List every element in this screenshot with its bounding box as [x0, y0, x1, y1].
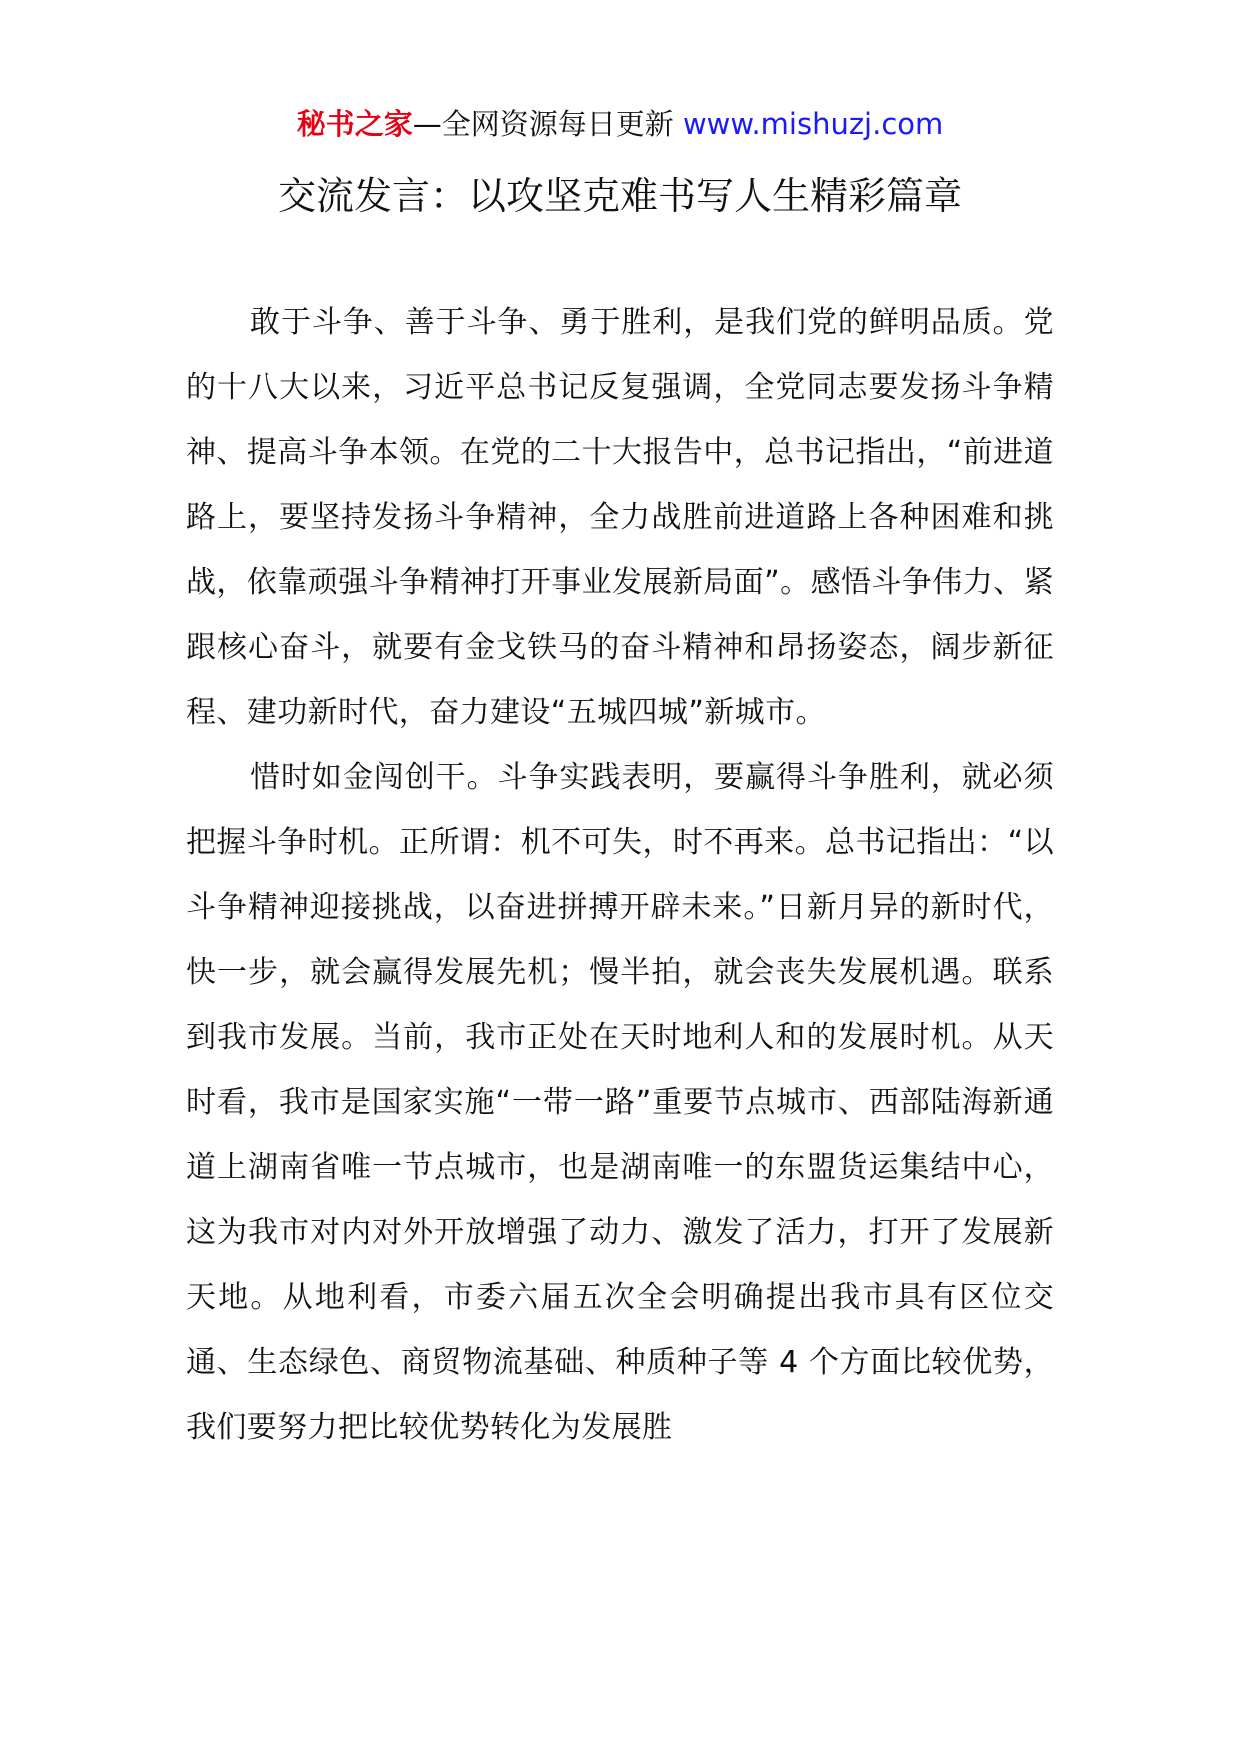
site-url[interactable]: www.mishuzj.com: [682, 107, 944, 141]
site-header: [0, 104, 1240, 144]
site-tagline: —全网资源每日更新: [412, 107, 674, 141]
brand-name: 秘书之家: [296, 107, 413, 141]
document-body: [186, 290, 1054, 1460]
document-title: 交流发言：以攻坚克难书写人生精彩篇章: [277, 174, 962, 218]
paragraph-2: 惜时如金闯创干。斗争实践表明，要赢得斗争胜利，就必须把握斗争时机。正所谓：机不可失，时不再来。总书记指出：“以斗争精神迎接挑战，以奋进拼搏开辟未来。”日新月异的新时代，快一步，就会赢得发展先机；慢半拍，就会丧失发展机遇。联系到我市发展。当前，我市正处在天时地利人和的发展时机。从天时看，我市是国家实施“一带一路”重要节点城市、西部陆海新通道上湖南省唯一节点城市，也是湖南唯一的东盟货运集结中心，这为我市对内对外开放增强了动力、激发了活力，打开了发展新天地。从地利看，市委六届五次全会明确提出我市具有区位交通、生态绿色、商贸物流基础、种质种子等 4 个方面比较优势，我们要努力把比较优势转化为发展胜: [186, 760, 1054, 1445]
paragraph-1: 敢于斗争、善于斗争、勇于胜利，是我们党的鲜明品质。党的十八大以来，习近平总书记反复强调，全党同志要发扬斗争精神、提高斗争本领。在党的二十大报告中，总书记指出，“前进道路上，要坚持发扬斗争精神，全力战胜前进道路上各种困难和挑战，依靠顽强斗争精神打开事业发展新局面”。感悟斗争伟力、紧跟核心奋斗，就要有金戈铁马的奋斗精神和昂扬姿态，阔步新征程、建功新时代，奋力建设“五城四城”新城市。: [186, 305, 1054, 730]
